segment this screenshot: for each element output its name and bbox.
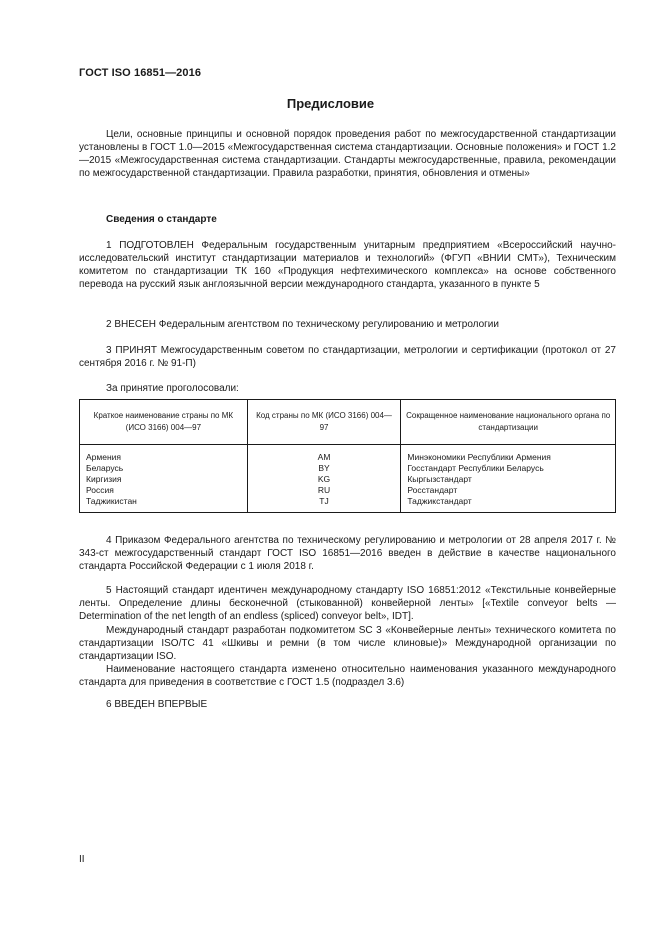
paragraph-3: 3 ПРИНЯТ Межгосударственным советом по стандартизации, метрологии и сертификации (протокол от 27 сентября 2016 г. № 91-П) [79, 345, 616, 369]
country-code: AM [247, 445, 401, 464]
vote-label: За принятие проголосовали: [106, 383, 239, 394]
table-row [80, 463, 616, 474]
table-header-row [80, 400, 616, 445]
standards-body: Госстандарт Республики Беларусь [401, 463, 616, 474]
intro-paragraph: Цели, основные принципы и основной порядок проведения работ по межгосударственной стандартизации установлены в ГОСТ 1.0—2015 «Межгосударственная система стандартизации. Основные положения» и ГОСТ 1.2—2015 «Межгосударственная система стандартизации. Стандарты межгосударственные, правила, рекомендации по межгосударственной стандартизации. Правила разработки, принятия, обновления и отмены» [79, 129, 616, 179]
table-row [80, 496, 616, 513]
standards-body: Таджикстандарт [401, 496, 616, 513]
country-code: BY [247, 463, 401, 474]
standards-body: Росстандарт [401, 485, 616, 496]
header-country-name: Краткое наименование страны по МК (ИСО 3166) 004—97 [80, 400, 248, 445]
table-row [80, 474, 616, 485]
paragraph-1: 1 ПОДГОТОВЛЕН Федеральным государственным унитарным предприятием «Всероссийский научно-исследовательский институт стандартизации материалов и технологий» (ФГУП «ВНИИ СМТ»), Техническим комитетом по стандартизации ТК 160 «Продукция нефтехимического комплекса» на основе собственного перевода на русский язык англоязычной версии международного стандарта, указанного в пункте 5 [79, 240, 616, 290]
paragraph-6: 6 ВВЕДЕН ВПЕРВЫЕ [106, 699, 208, 710]
page-title: Предисловие [286, 96, 375, 111]
section-title: Сведения о стандарте [106, 214, 217, 225]
country-name: Россия [80, 485, 248, 496]
paragraph-2: 2 ВНЕСЕН Федеральным агентством по техническому регулированию и метрологии [106, 319, 499, 330]
document-header: ГОСТ ISO 16851—2016 [79, 67, 202, 79]
country-code: TJ [247, 496, 401, 513]
country-name: Армения [80, 445, 248, 464]
country-name: Киргизия [80, 474, 248, 485]
standards-body: Кыргызстандарт [401, 474, 616, 485]
paragraph-4: 4 Приказом Федерального агентства по техническому регулированию и метрологии от 28 апреля 2017 г. № 343-ст межгосударственный стандарт ГОСТ ISO 16851—2016 введен в действие в качестве национального стандарта Российской Федерации с 1 июля 2018 г. [79, 535, 616, 572]
paragraph-5-committee: Международный стандарт разработан подкомитетом SC 3 «Конвейерные ленты» технического комитета по стандартизации ISO/TC 41 «Шкивы и ремни (в том числе клиновые)» Международной организации по стандартизации ISO. [79, 625, 616, 662]
country-name: Таджикистан [80, 496, 248, 513]
country-code: KG [247, 474, 401, 485]
table-row [80, 485, 616, 496]
table-row [80, 445, 616, 464]
country-code: RU [247, 485, 401, 496]
standards-body: Минэкономики Республики Армения [401, 445, 616, 464]
paragraph-5-name-change: Наименование настоящего стандарта изменено относительно наименования указанного международного стандарта для приведения в соответствие с ГОСТ 1.5 (подраздел 3.6) [79, 664, 616, 688]
paragraph-5: 5 Настоящий стандарт идентичен международному стандарту ISO 16851:2012 «Текстильные конвейерные ленты. Определение длины бесконечной (стыкованной) конвейерной ленты» [«Textile conveyor belts — Determination of the net length of an endless (spliced) conveyor belt», IDT]. [79, 585, 616, 622]
header-standards-body: Сокращенное наименование национального органа по стандартизации [401, 400, 616, 445]
country-name: Беларусь [80, 463, 248, 474]
voting-table [79, 399, 616, 513]
page-number: II [79, 854, 85, 865]
header-country-code: Код страны по МК (ИСО 3166) 004—97 [247, 400, 401, 445]
